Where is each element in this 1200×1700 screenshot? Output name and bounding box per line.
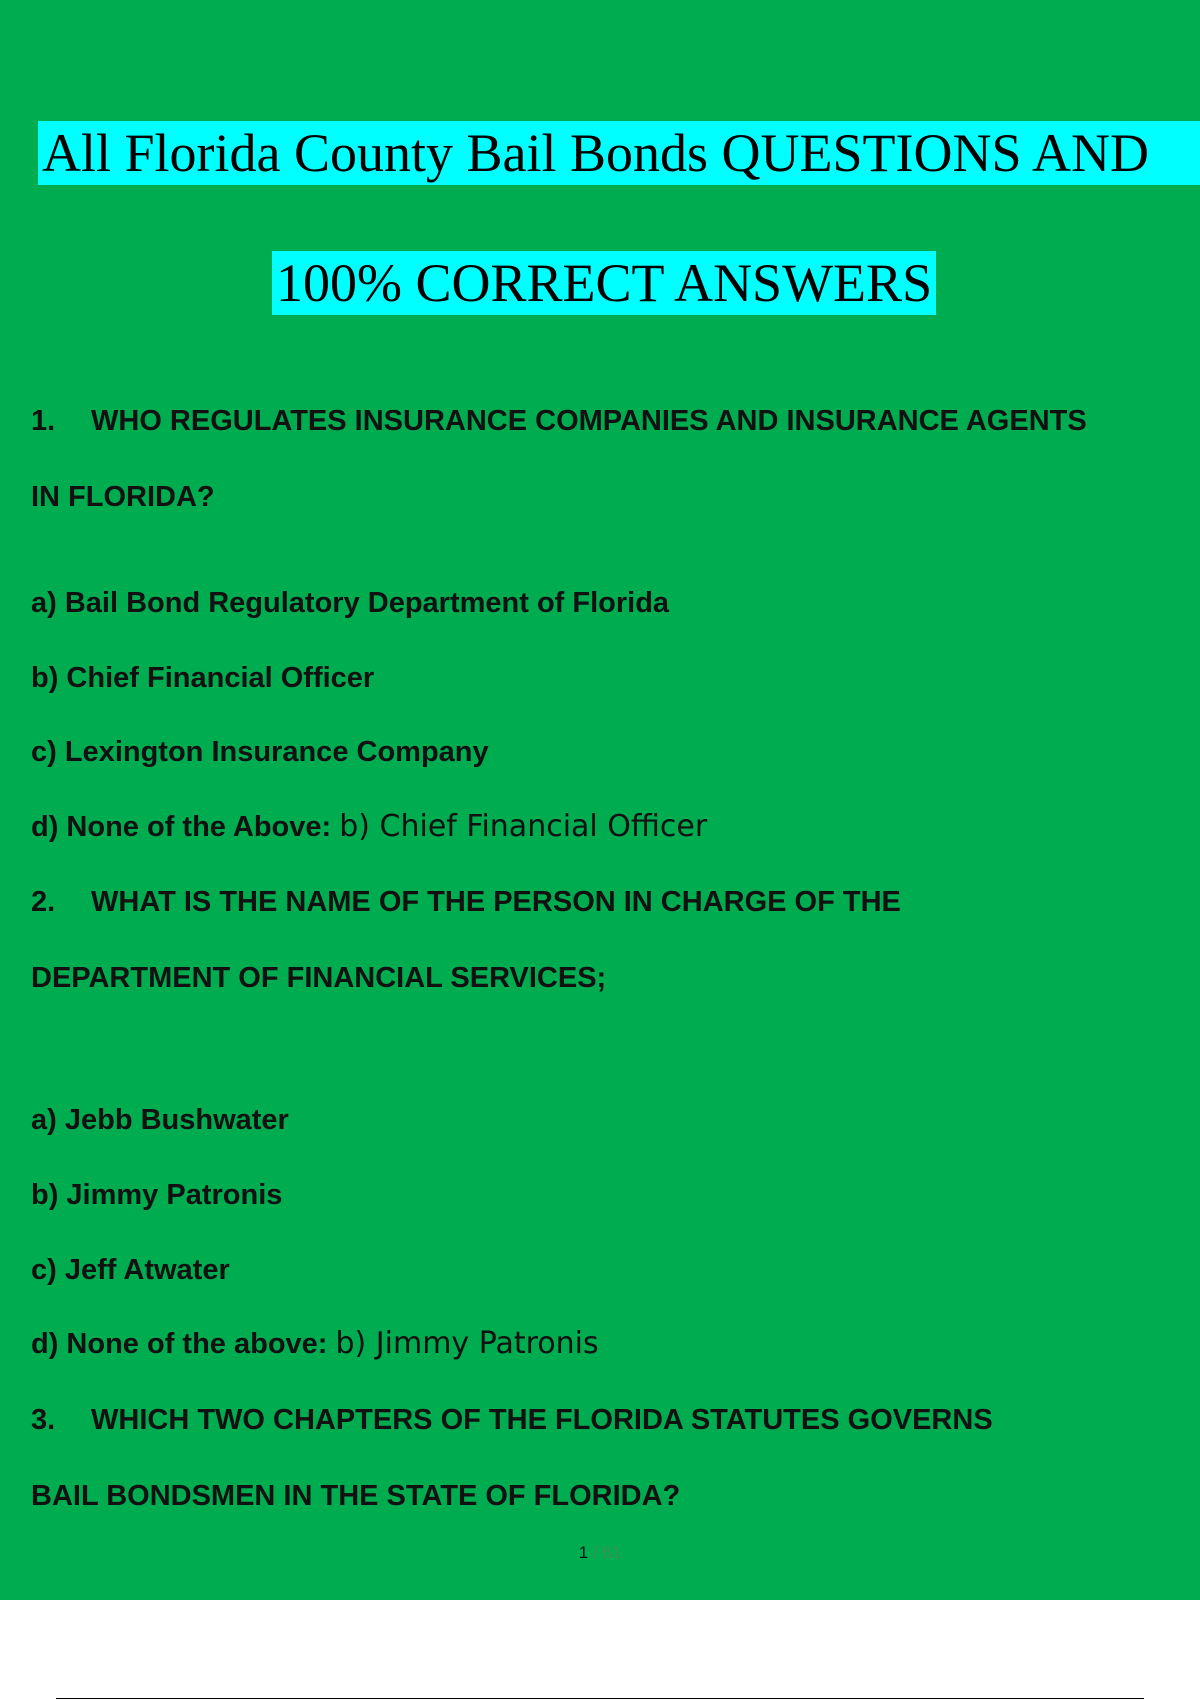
question-3-line-1 [31,1402,993,1438]
question-2-option-a: a) Jebb Bushwater [31,1104,289,1136]
question-2-text-line-2: DEPARTMENT OF FINANCIAL SERVICES; [31,962,607,994]
question-2-option-c: c) Jeff Atwater [31,1254,230,1286]
question-1-option-d-row [31,809,707,845]
question-1-text-line-1: WHO REGULATES INSURANCE COMPANIES AND INSURANCE AGENTS [91,405,1087,437]
question-1-answer: b) Chief Financial Officer [339,809,708,844]
question-2-number: 2. [31,886,56,918]
question-2-option-d: d) None of the above: [31,1328,328,1360]
question-2-answer: b) Jimmy Patronis [335,1326,599,1361]
next-page-divider [56,1698,1144,1699]
page-indicator [0,1543,1200,1563]
question-1-option-b: b) Chief Financial Officer [31,662,375,694]
question-2-text-line-1: WHAT IS THE NAME OF THE PERSON IN CHARGE OF THE [91,886,901,918]
question-1-number: 1. [31,405,56,437]
question-1-option-c: c) Lexington Insurance Company [31,736,489,768]
question-1-option-a: a) Bail Bond Regulatory Department of Florida [31,587,670,619]
question-3-text-line-2: BAIL BONDSMEN IN THE STATE OF FLORIDA? [31,1480,681,1512]
page-current: 1 [578,1543,589,1562]
question-3-number: 3. [31,1404,56,1436]
question-1-line-1 [31,403,1087,439]
question-2-option-b: b) Jimmy Patronis [31,1179,283,1211]
question-3-text-line-1: WHICH TWO CHAPTERS OF THE FLORIDA STATUTES GOVERNS [91,1404,993,1436]
question-1-option-d: d) None of the Above: [31,811,332,843]
question-2-option-d-row [31,1326,599,1362]
document-title-line-1: All Florida County Bail Bonds QUESTIONS AND [38,121,1200,185]
question-1-text-line-2: IN FLORIDA? [31,481,215,513]
question-2-line-1 [31,884,901,920]
page-total: / 61 [588,1543,622,1562]
document-title-line-2: 100% CORRECT ANSWERS [272,251,936,315]
